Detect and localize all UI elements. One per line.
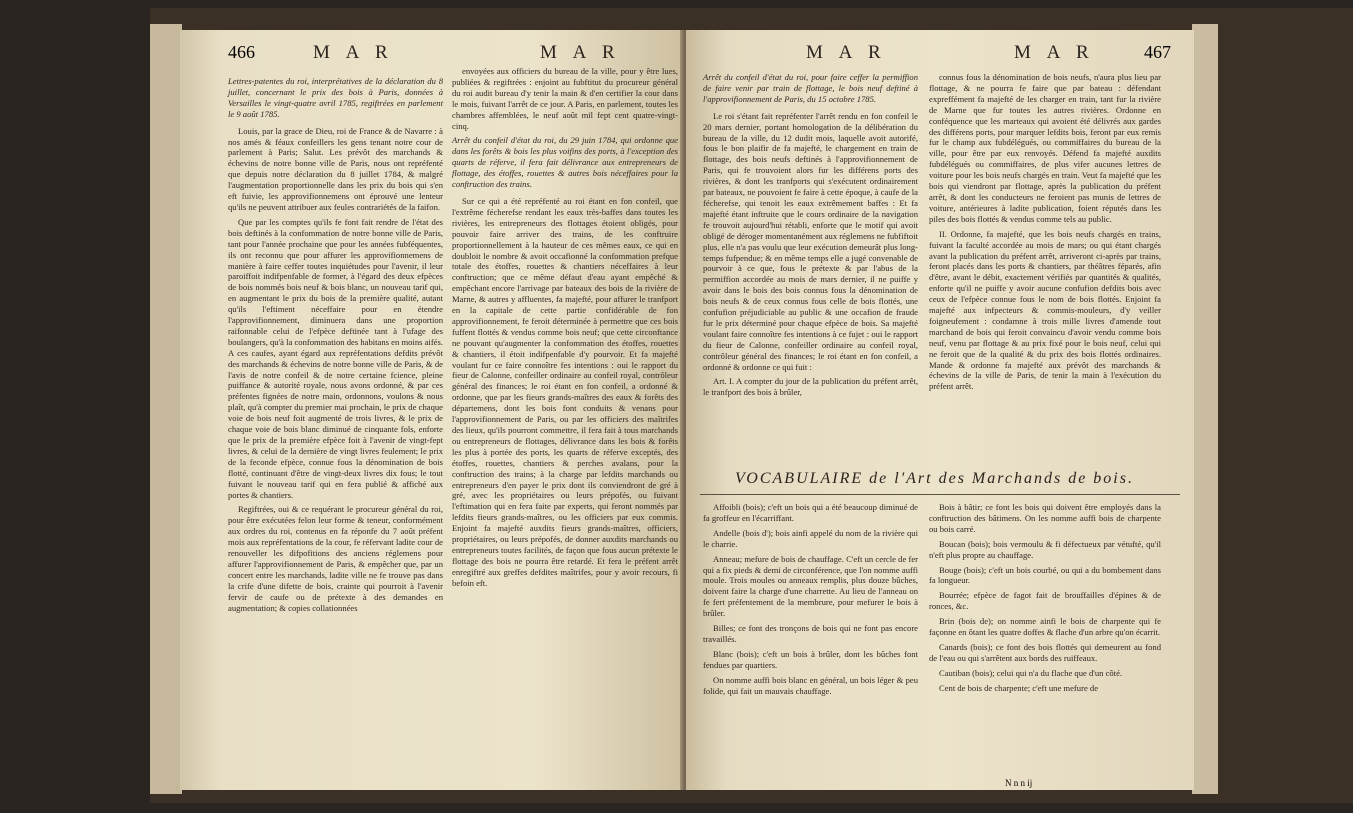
paragraph: Art. I. A compter du jour de la publication du préfent arrêt, le tranfport des bois à brûler, (703, 376, 918, 398)
left-page-column-2 (452, 66, 678, 781)
running-head-left-col1: M A R (313, 42, 394, 63)
section-heading: Lettres-patentes du roi, interprétatives de la déclaration du 8 juillet, concernant le prix des bois à Paris, données à Versailles le vingt-quatre avril 1785, regiftrées en parlement le 9 août 1785. (228, 76, 443, 119)
paragraph: Cautiban (bois); celui qui n'a du flache que d'un côté. (939, 667, 1123, 678)
paragraph: Affoibli (bois); c'eft un bois qui a été beaucoup diminué de fa groffeur en l'écarriffant. (703, 502, 918, 523)
signature-mark: N n n ij (1005, 778, 1033, 788)
right-page-column-1 (703, 72, 918, 467)
paragraph: On nomme auffi bois blanc en général, un bois léger & peu folide, qui fait un mauvais chauffage. (703, 674, 918, 696)
left-page-column-1 (228, 76, 443, 781)
paragraph: Cent de bois de charpente; c'eft une mefure de (939, 682, 1099, 693)
paragraph: connus fous la dénomination de bois neufs, n'aura plus lieu par flottage, & ne pourra fe faire que par bateau : défendant expreffément fa majefté de les charger en train, tant fur la rivière de Marne que fur toutes les autres rivières. Ordonne en conféquence que les marteaux qui avoient été délivrés aux gardes des différens ports, pour marquer lefdits bois, feront par eux remis fur le champ aux fubdélégués, ou commiffaires du bureau de la ville, pour être par eux renvoyés. Défend fa majefté auxdits fubdélégués ou commiffaires, de plus vifer aucunes lettres de voiture pour les bois neufs chargés en train. Veut fa majefté que les bois qui viendront par flottage, après la publication du préfent arrêt, & dont les conducteurs ne feroient pas munis de lettres de voiture, antérieures à ladite publication, foient réputés dans les piles des bois flottés & vendus comme tels au public. (929, 72, 1161, 224)
right-page-edges (1192, 24, 1218, 794)
paragraph: Que par les comptes qu'ils fe font fait rendre de l'état des bois deftinés à la confommation de notre bonne ville de Paris, tant pour l'année prochaine que pour les années fubféquentes, ils ont reconnu que pour affurer les approvifionnemens de manière à faire ceffer toutes inquiétudes pour l'avenir, il leur paroiffoit indifpenfable de former, à l'égard des deux efpèces de bois nommés bois neuf & bois blanc, un nouveau tarif qui, en augmentant le prix du bois de la première qualité, autant qu'ils l'eftiment néceffaire pour en étendre l'approvifionnement, diminuera dans une proportion raifonnable celui de l'efpèce deftinée tant à l'ufage des boulangers, qu'à la confommation des habitans en moins aifés. A ces caufes, ayant égard aux repréfentations defdits prévôt des marchands & échevins de notre bonne ville de Paris, & de l'avis de notre confeil & de notre certaine fcience, pleine puiffance & autorité royale, nous avons ordonné, & par ces préfentes fignées de notre main, ordonnons, voulons & nous plaît, qu'à compter du premier mai prochain, le prix de chaque voie de bois neuf foit augmenté de trois livres, & le prix de chaque voie de bois blanc diminué de cinquante fols, enforte que le prix de la première efpèce foit à l'avenir de vingt-fept livres, & celui de la dernière de vingt livres feulement; le prix de la feconde efpèce, connue fous la dénomination de bois flotté, continuant d'être de vingt-deux livres dix fous; le tout fuivant le nouveau tarif qui en fera publié & affiché aux portes & chantiers. (228, 216, 443, 500)
page-number-right: 467 (1144, 42, 1171, 62)
running-head-left-col2: M A R (540, 42, 621, 63)
paragraph: Regiftrées, oui & ce requérant le procureur général du roi, pour être exécutées felon leur forme & teneur, conformément aux ordres du roi, contenus en fa réponfe du 7 août préfent mois aux repréfentations de la cour, fe réfervant ladite cour de renouveller les difpofitions des anciens réglemens pour affurer l'approvifionnement de Paris, & empêcher que, par un concert entre les marchands, ladite ville ne fe trouve pas dans la crife d'une difette de bois, crainte qui pourroit à l'avenir fervir de caufe ou de prétexte à des demandes en augmentation; & copies collationnées (228, 504, 443, 613)
right-page-column-2 (929, 72, 1161, 467)
vocabulary-title: VOCABULAIRE de l'Art des Marchands de bois. (735, 470, 1134, 487)
paragraph: Louis, par la grace de Dieu, roi de France & de Navarre : à nos amés & féaux confeillers les gens tenant notre cour de parlement à Paris; Salut. Les prévôt des marchands & échevins de notre bonne ville de Paris, nous ont repréfenté que depuis notre déclaration du 8 juillet 1784, & malgré l'augmentation proportionnelle dans les prix du bois qui s'en eft fuivie, les approvifionnemens ont éprouvé une lenteur qu'ils ne peuvent attribuer aux feules contrariétés de la faifon. (228, 125, 443, 212)
paragraph: Sur ce qui a été repréfenté au roi étant en fon confeil, que l'extrême fécherefse rendant les eaux très-baffes dans toutes les rivières, les entrepreneurs des flottages étoient obligés, pour pouvoir faire arriver des trains, de les conftruire proportionnellement à la hauteur de ces mêmes eaux, ce qui en doubloit le nombre & avoit occafionné la confommation prefque totale des étoffes, rouettes & chantiers néceffaires à leur conftruction; que ce même défaut d'eau ayant empêché & empêchant encore l'arrivage par bateaux des bois de la rivière de Marne, & autres y affluentes, fa majefté, pour affurer le tranfport en la capitale de cette partie confidérable de fon approvifionnement, fe feroit déterminée à permettre que ces bois fuffent flottés & vendus comme bois neuf; que cette circonftance ne pouvant qu'augmenter la confommation des étoffes, rouettes & chantiers, il étoit indifpenfable d'y pourvoir. Et fa majefté voulant fur ce faire connoître fes intentions : oui le rapport du fieur de Calonne, confeiller ordinaire au confeil royal, contrôleur général des finances; le roi étant en fon confeil, a ordonné & ordonne, que par les fieurs grands-maîtres des eaux & forêts des départemens, dont les bois font conduits & venans pour l'approvifionnement de Paris, ou par les officiers des maîtrifes des lieux, qu'ils pourront commettre, il fera fait à tous marchands ou entrepreneurs de flottages, délivrance dans les bois & forêts les plus à portée des ports, les quarts de réferve exceptés, des étoffes, rouettes, chantiers & perches avalans, pour la conftruction des trains; à la charge par lefdits marchands ou entrepreneurs d'en payer le prix dont ils conviendront de gré à gré, avec les propriétaires ou leurs prépofés, ou fuivant l'eftimation qui en fera faite par experts, qui feront nommés par lefdits fieurs grands-maîtres, ou les officiers par eux commis. Enjoint fa majefté auxdits fieurs grands-maîtres, officiers, propriétaires, ou leurs prépofés, de donner auxdits marchands ou entrepreneurs toutes facilités, de façon que fous aucun prétexte le flottage des bois ne pourra être retardé. Et fera le préfent arrêt enregiftré aux greffes defdites maîtrifes, pour y avoir recours, fi befoin eft. (452, 195, 678, 588)
paragraph: envoyées aux officiers du bureau de la ville, pour y être lues, publiées & regiftrées : enjoint au fubftitut du procureur général du roi audit bureau d'y tenir la main & d'en certifier la cour dans le mois, fuivant l'arrêt de ce jour. A Paris, en parlement, toutes les chambres affemblées, le neuf août mil fept cent quatre-vingt-cinq. (452, 66, 678, 131)
paragraph: Le roi s'étant fait repréfenter l'arrêt rendu en fon confeil le 20 mars dernier, portant homologation de la délibération du bureau de la ville, du 12 dudit mois, laquelle avoit autorifé, fous le bon plaifir de fa majefté, le chargement en train de flottage, des bois neufs deftinés à l'approvifionnement de Paris, qui fe trouvoient alors fur les différens ports des rivières, & dont les tranfports qui s'exécutent ordinairement par bateaux, ne pouvoient fe faire à cette époque, à caufe de la fécherefse, qui tenoit les eaux extrêmement baffes : Et fa majefté étant inftruite que le cours ordinaire de la navigation fe trouvoit aujourd'hui rétabli, enforte que le motif qui avoit obligé de déroger momentanément aux réglemens ne fubfiftoit plus, elle n'a pas voulu que leur exécution demeurât plus long-temps fufpendue; & en même temps elle a jugé convenable de pourvoir à ce que, fous le prétexte & par l'abus de la permiffion accordée au mois de mars dernier, il ne puiffe y avoir dans le bois des bois connus fous la dénomination de bois neufs & de ceux connus fous celle de bois flottés, une confufion préjudiciable au public & une occafion de fraude fur le prix déterminé pour chaque efpèce de bois. Sa majefté voulant faire connoître fes intentions à ce fujet : oui le rapport du fieur de Calonne, confeiller ordinaire au confeil royal, contrôleur général des finances; le roi étant en fon confeil, a ordonné & ordonne ce qui fuit : (703, 110, 919, 372)
vocabulary-rule (700, 494, 1180, 495)
paragraph: II. Ordonne, fa majefté, que les bois neufs chargés en trains, fuivant la faculté accordée au mois de mars; ou qui étant chargés avant la publication du préfent arrêt, arriveront ci-après par trains, feront placés dans les ports & chantiers, par théâtres féparés, afin d'être, avant le débit, exactement vérifiés par quantités & qualités, enforte qu'il ne puiffe y avoir aucune confufion defdits bois avec ceux de l'efpèce connue fous le nom de bois flottés. Enjoint fa majefté aux infpecteurs & commis-mouleurs, d'y veiller foigneufement : condamne à trois mille livres d'amende tout marchand de bois qui feroit convaincu d'avoir vendu comme bois neuf, venu par flottage & au prix fixé pour le bois neuf, celui qui ne feroit que de la qualité & du prix des bois flottés ordinaires. Mande & ordonne fa majefté aux prévôt des marchands & échevins de la ville de Paris, de tenir la main à l'exécution du préfent arrêt. (929, 228, 1161, 392)
vocabulary-column-2 (929, 502, 1161, 772)
paragraph: Bouge (bois); c'eft un bois courbé, ou qui a du bombement dans fa longueur. (929, 564, 1161, 586)
page-number-left: 466 (228, 42, 255, 62)
section-heading: Arrêt du confeil d'état du roi, du 29 juin 1784, qui ordonne que dans les forêts & bois les plus voifins des ports, à l'exception des quarts de réferve, il fera fait délivrance aux entrepreneurs de flottage, des étoffes, rouettes & autres bois néceffaires pour la conftruction des trains. (452, 135, 678, 190)
paragraph: Brin (bois de); on nomme ainfi le bois de charpente qui fe façonne en ôtant les quatre doffes & flache d'un arbre qu'on écarrit. (929, 616, 1161, 638)
paragraph: Anneau; mefure de bois de chauffage. C'eft un cercle de fer qui a fix pieds & demi de circonférence, que l'on nomme auffi moule. Trois moules ou anneaux remplis, plus douze bûches, doivent faire la charge d'une charrette. Au lieu de l'anneau on fe fert préfentement de la membrure, pour mefurer le bois à brûler. (703, 553, 918, 619)
running-head-right-col1: M A R (806, 42, 887, 63)
vocabulary-column-1 (703, 502, 918, 772)
paragraph: Canards (bois); ce font des bois flottés qui demeurent au fond de l'eau ou qui s'arrêtent aux bords des ruiffeaux. (929, 641, 1161, 663)
left-page-edges (150, 24, 182, 794)
running-head-right-col2: M A R (1014, 42, 1095, 63)
paragraph: Bourrée; efpèce de fagot fait de brouffailles d'épines & de ronces, &c. (929, 590, 1161, 612)
paragraph: Bois à bâtir; ce font les bois qui doivent être employés dans la conftruction des bâtimens. On les nomme auffi bois de charpente ou bois carré. (929, 502, 1161, 534)
section-heading: Arrêt du confeil d'état du roi, pour faire ceffer la permiffion de faire venir par train de flottage, le bois neuf deftiné à l'approvifionnement de Paris, du 15 octobre 1785. (703, 72, 918, 104)
paragraph: Andelle (bois d'); bois ainfi appelé du nom de la rivière qui le charrie. (703, 527, 918, 549)
paragraph: Blanc (bois); c'eft un bois à brûler, dont les bûches font fendues par quartiers. (703, 648, 918, 670)
paragraph: Boucan (bois); bois vermoulu & fi défectueux par vétufté, qu'il n'eft plus propre au chauffage. (929, 538, 1161, 560)
paragraph: Billes; ce font des tronçons de bois qui ne font pas encore travaillés. (703, 623, 918, 644)
